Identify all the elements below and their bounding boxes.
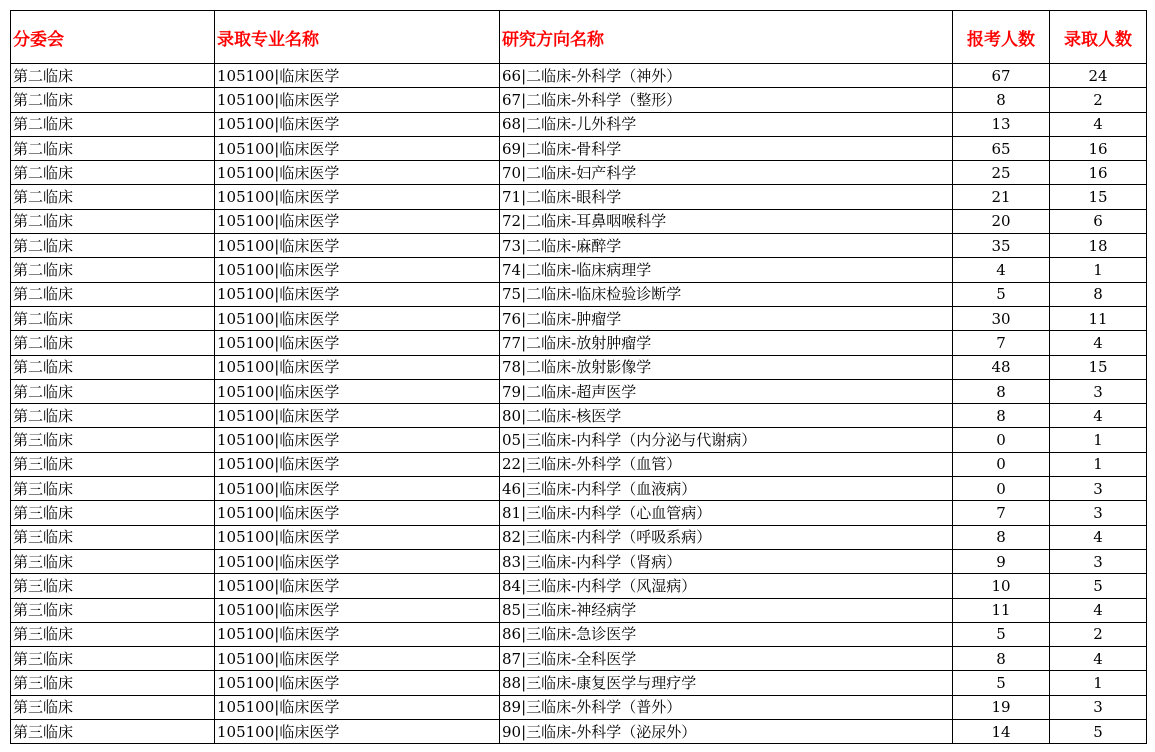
cell-admitted: 16: [1050, 136, 1147, 160]
cell-committee: 第三临床: [11, 452, 215, 476]
cell-committee: 第三临床: [11, 695, 215, 719]
cell-direction: 70|二临床-妇产科学: [500, 161, 953, 185]
cell-direction: 88|三临床-康复医学与理疗学: [500, 671, 953, 695]
cell-major: 105100|临床医学: [215, 525, 500, 549]
cell-applicants: 4: [953, 258, 1050, 282]
cell-committee: 第二临床: [11, 136, 215, 160]
cell-applicants: 20: [953, 209, 1050, 233]
cell-direction: 87|三临床-全科医学: [500, 647, 953, 671]
cell-admitted: 4: [1050, 404, 1147, 428]
table-row: [11, 234, 1147, 258]
cell-applicants: 7: [953, 501, 1050, 525]
table-row: [11, 428, 1147, 452]
cell-direction: 77|二临床-放射肿瘤学: [500, 331, 953, 355]
cell-major: 105100|临床医学: [215, 622, 500, 646]
cell-admitted: 1: [1050, 452, 1147, 476]
table-row: [11, 161, 1147, 185]
cell-applicants: 11: [953, 598, 1050, 622]
cell-applicants: 48: [953, 355, 1050, 379]
cell-direction: 76|二临床-肿瘤学: [500, 306, 953, 330]
cell-applicants: 14: [953, 720, 1050, 744]
cell-admitted: 8: [1050, 282, 1147, 306]
cell-admitted: 3: [1050, 379, 1147, 403]
cell-direction: 81|三临床-内科学（心血管病）: [500, 501, 953, 525]
cell-committee: 第三临床: [11, 549, 215, 573]
cell-direction: 66|二临床-外科学（神外）: [500, 64, 953, 88]
cell-applicants: 8: [953, 404, 1050, 428]
cell-admitted: 3: [1050, 477, 1147, 501]
cell-applicants: 35: [953, 234, 1050, 258]
cell-admitted: 1: [1050, 258, 1147, 282]
table-row: [11, 331, 1147, 355]
cell-applicants: 5: [953, 282, 1050, 306]
table-row: [11, 88, 1147, 112]
cell-committee: 第二临床: [11, 234, 215, 258]
table-row: [11, 501, 1147, 525]
cell-major: 105100|临床医学: [215, 720, 500, 744]
cell-committee: 第二临床: [11, 404, 215, 428]
cell-committee: 第二临床: [11, 379, 215, 403]
cell-major: 105100|临床医学: [215, 452, 500, 476]
cell-direction: 68|二临床-儿外科学: [500, 112, 953, 136]
header-row: [11, 11, 1147, 64]
table-row: [11, 720, 1147, 744]
cell-admitted: 15: [1050, 185, 1147, 209]
table-row: [11, 525, 1147, 549]
cell-direction: 22|三临床-外科学（血管）: [500, 452, 953, 476]
cell-committee: 第三临床: [11, 501, 215, 525]
cell-committee: 第二临床: [11, 306, 215, 330]
cell-committee: 第二临床: [11, 88, 215, 112]
cell-admitted: 3: [1050, 695, 1147, 719]
table-row: [11, 404, 1147, 428]
cell-committee: 第二临床: [11, 185, 215, 209]
cell-committee: 第三临床: [11, 598, 215, 622]
cell-admitted: 4: [1050, 598, 1147, 622]
table-row: [11, 647, 1147, 671]
cell-committee: 第三临床: [11, 720, 215, 744]
cell-direction: 80|二临床-核医学: [500, 404, 953, 428]
table-row: [11, 452, 1147, 476]
cell-admitted: 24: [1050, 64, 1147, 88]
cell-committee: 第二临床: [11, 282, 215, 306]
cell-major: 105100|临床医学: [215, 549, 500, 573]
cell-direction: 85|三临床-神经病学: [500, 598, 953, 622]
cell-committee: 第三临床: [11, 428, 215, 452]
cell-admitted: 5: [1050, 574, 1147, 598]
cell-applicants: 67: [953, 64, 1050, 88]
table-row: [11, 136, 1147, 160]
cell-admitted: 3: [1050, 549, 1147, 573]
table-row: [11, 622, 1147, 646]
cell-direction: 46|三临床-内科学（血液病）: [500, 477, 953, 501]
cell-direction: 83|三临床-内科学（肾病）: [500, 549, 953, 573]
cell-major: 105100|临床医学: [215, 501, 500, 525]
cell-admitted: 1: [1050, 428, 1147, 452]
cell-major: 105100|临床医学: [215, 671, 500, 695]
cell-admitted: 4: [1050, 525, 1147, 549]
cell-admitted: 16: [1050, 161, 1147, 185]
cell-applicants: 8: [953, 88, 1050, 112]
cell-major: 105100|临床医学: [215, 574, 500, 598]
cell-admitted: 1: [1050, 671, 1147, 695]
cell-major: 105100|临床医学: [215, 647, 500, 671]
cell-committee: 第二临床: [11, 64, 215, 88]
cell-major: 105100|临床医学: [215, 136, 500, 160]
cell-committee: 第三临床: [11, 671, 215, 695]
cell-applicants: 8: [953, 525, 1050, 549]
cell-committee: 第三临床: [11, 525, 215, 549]
cell-direction: 86|三临床-急诊医学: [500, 622, 953, 646]
cell-committee: 第三临床: [11, 477, 215, 501]
cell-direction: 90|三临床-外科学（泌尿外）: [500, 720, 953, 744]
cell-applicants: 65: [953, 136, 1050, 160]
cell-direction: 73|二临床-麻醉学: [500, 234, 953, 258]
cell-admitted: 3: [1050, 501, 1147, 525]
table-row: [11, 379, 1147, 403]
cell-major: 105100|临床医学: [215, 306, 500, 330]
cell-major: 105100|临床医学: [215, 64, 500, 88]
table-body: [11, 64, 1147, 744]
cell-admitted: 18: [1050, 234, 1147, 258]
cell-admitted: 15: [1050, 355, 1147, 379]
header-major: 录取专业名称: [215, 11, 500, 64]
cell-major: 105100|临床医学: [215, 112, 500, 136]
cell-admitted: 2: [1050, 622, 1147, 646]
admission-table: [10, 10, 1147, 744]
cell-applicants: 19: [953, 695, 1050, 719]
cell-committee: 第二临床: [11, 161, 215, 185]
cell-applicants: 25: [953, 161, 1050, 185]
cell-direction: 75|二临床-临床检验诊断学: [500, 282, 953, 306]
cell-direction: 74|二临床-临床病理学: [500, 258, 953, 282]
cell-applicants: 0: [953, 452, 1050, 476]
cell-applicants: 9: [953, 549, 1050, 573]
cell-direction: 69|二临床-骨科学: [500, 136, 953, 160]
header-committee: 分委会: [11, 11, 215, 64]
cell-major: 105100|临床医学: [215, 331, 500, 355]
cell-applicants: 0: [953, 477, 1050, 501]
cell-direction: 89|三临床-外科学（普外）: [500, 695, 953, 719]
cell-committee: 第二临床: [11, 355, 215, 379]
table-row: [11, 574, 1147, 598]
cell-committee: 第三临床: [11, 574, 215, 598]
table-row: [11, 209, 1147, 233]
cell-major: 105100|临床医学: [215, 234, 500, 258]
cell-applicants: 13: [953, 112, 1050, 136]
cell-committee: 第二临床: [11, 258, 215, 282]
table-row: [11, 112, 1147, 136]
cell-major: 105100|临床医学: [215, 355, 500, 379]
cell-applicants: 30: [953, 306, 1050, 330]
cell-major: 105100|临床医学: [215, 477, 500, 501]
cell-major: 105100|临床医学: [215, 161, 500, 185]
cell-applicants: 5: [953, 622, 1050, 646]
cell-applicants: 10: [953, 574, 1050, 598]
cell-applicants: 8: [953, 647, 1050, 671]
cell-admitted: 4: [1050, 331, 1147, 355]
cell-major: 105100|临床医学: [215, 258, 500, 282]
table-row: [11, 549, 1147, 573]
cell-major: 105100|临床医学: [215, 209, 500, 233]
table-row: [11, 185, 1147, 209]
table-row: [11, 598, 1147, 622]
table-row: [11, 477, 1147, 501]
cell-direction: 71|二临床-眼科学: [500, 185, 953, 209]
cell-admitted: 2: [1050, 88, 1147, 112]
cell-admitted: 6: [1050, 209, 1147, 233]
header-direction: 研究方向名称: [500, 11, 953, 64]
cell-committee: 第三临床: [11, 622, 215, 646]
cell-major: 105100|临床医学: [215, 695, 500, 719]
cell-admitted: 5: [1050, 720, 1147, 744]
cell-direction: 72|二临床-耳鼻咽喉科学: [500, 209, 953, 233]
cell-applicants: 5: [953, 671, 1050, 695]
cell-major: 105100|临床医学: [215, 88, 500, 112]
cell-admitted: 4: [1050, 647, 1147, 671]
cell-major: 105100|临床医学: [215, 379, 500, 403]
cell-committee: 第二临床: [11, 209, 215, 233]
cell-major: 105100|临床医学: [215, 185, 500, 209]
cell-applicants: 7: [953, 331, 1050, 355]
table-row: [11, 355, 1147, 379]
cell-direction: 67|二临床-外科学（整形）: [500, 88, 953, 112]
cell-major: 105100|临床医学: [215, 282, 500, 306]
table-row: [11, 695, 1147, 719]
cell-major: 105100|临床医学: [215, 598, 500, 622]
cell-major: 105100|临床医学: [215, 404, 500, 428]
header-applicants: 报考人数: [953, 11, 1050, 64]
cell-applicants: 21: [953, 185, 1050, 209]
cell-committee: 第二临床: [11, 331, 215, 355]
table-row: [11, 282, 1147, 306]
cell-direction: 82|三临床-内科学（呼吸系病）: [500, 525, 953, 549]
header-admitted: 录取人数: [1050, 11, 1147, 64]
cell-major: 105100|临床医学: [215, 428, 500, 452]
cell-committee: 第二临床: [11, 112, 215, 136]
cell-direction: 84|三临床-内科学（风湿病）: [500, 574, 953, 598]
table-row: [11, 64, 1147, 88]
cell-applicants: 8: [953, 379, 1050, 403]
cell-admitted: 4: [1050, 112, 1147, 136]
cell-direction: 79|二临床-超声医学: [500, 379, 953, 403]
cell-committee: 第三临床: [11, 647, 215, 671]
table-row: [11, 258, 1147, 282]
cell-admitted: 11: [1050, 306, 1147, 330]
cell-direction: 05|三临床-内科学（内分泌与代谢病）: [500, 428, 953, 452]
table-row: [11, 306, 1147, 330]
cell-direction: 78|二临床-放射影像学: [500, 355, 953, 379]
cell-applicants: 0: [953, 428, 1050, 452]
table-row: [11, 671, 1147, 695]
table-header: [11, 11, 1147, 64]
